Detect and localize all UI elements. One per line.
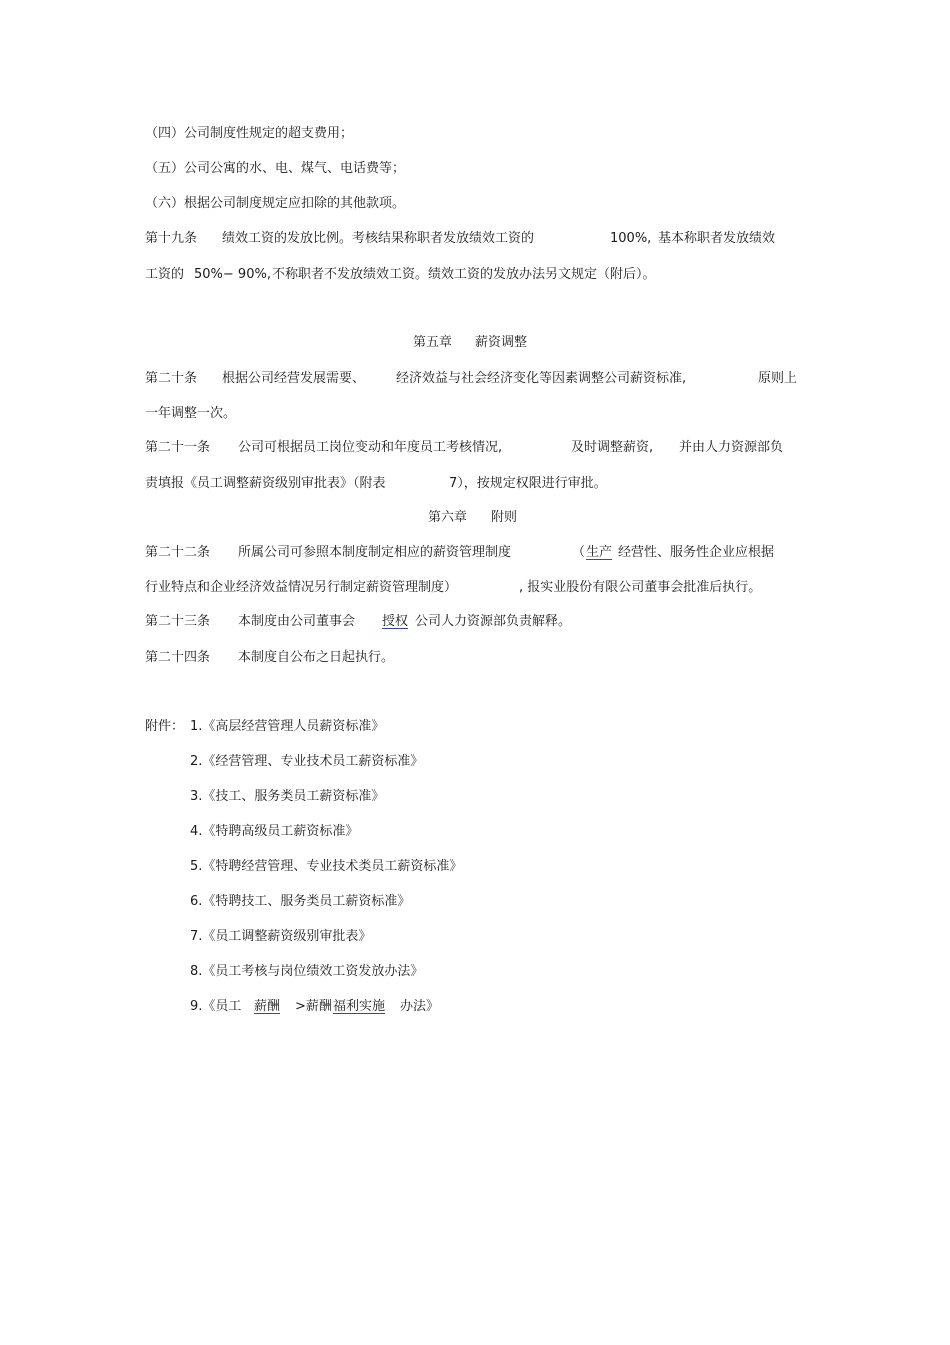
art20-number: 第二十条 bbox=[145, 371, 198, 386]
attachment9-prefix: 9.《员工 bbox=[190, 999, 242, 1014]
art20-text1: 根据公司经营发展需要、 bbox=[222, 371, 366, 386]
attachment9-suffix: 办法》 bbox=[400, 999, 440, 1014]
art22-text2: 经营性、服务性企业应根据 bbox=[618, 545, 775, 560]
art21-text1: 公司可根据员工岗位变动和年度员工考核情况, bbox=[238, 440, 503, 455]
art20-text4: 一年调整一次。 bbox=[145, 406, 237, 421]
art22-text1: 所属公司可参照本制度制定相应的薪资管理制度 bbox=[238, 545, 512, 560]
chapter6-title: 附则 bbox=[491, 510, 518, 525]
art22-text3: 行业特点和企业经济效益情况另行制定薪资管理制度） bbox=[145, 580, 458, 595]
attachment-item: 1.《高层经营管理人员薪资标准》 bbox=[190, 719, 385, 734]
art21-number: 第二十一条 bbox=[145, 440, 211, 455]
authorize-link[interactable]: 授权 bbox=[382, 614, 409, 629]
art23-text2: 公司人力资源部负责解释。 bbox=[415, 614, 572, 629]
art21-text5: 7），按规定权限进行审批。 bbox=[449, 476, 607, 491]
attachment-item: 5.《特聘经营管理、专业技术类员工薪资标准》 bbox=[190, 859, 463, 874]
art24-number: 第二十四条 bbox=[145, 650, 211, 665]
item-four: （四）公司制度性规定的超支费用； bbox=[145, 126, 354, 141]
production-link[interactable]: 生产 bbox=[586, 545, 613, 560]
art20-text3: 原则上 bbox=[758, 371, 798, 386]
item-five: （五）公司公寓的水、电、煤气、电话费等； bbox=[145, 161, 406, 176]
art19-text4: 不称职者不发放绩效工资。绩效工资的发放办法另文规定（附后）。 bbox=[272, 267, 656, 282]
art22-text4: , 报实业股份有限公司董事会批准后执行。 bbox=[519, 580, 762, 595]
art19-percent: 100%, bbox=[610, 231, 652, 246]
attachment-item: 4.《特聘高级员工薪资标准》 bbox=[190, 824, 359, 839]
art21-text4: 责填报《员工调整薪资级别审批表》（附表 bbox=[145, 476, 386, 491]
attachment-item: 8.《员工考核与岗位绩效工资发放办法》 bbox=[190, 964, 424, 979]
art21-text2: 及时调整薪资, bbox=[571, 440, 654, 455]
art23-number: 第二十三条 bbox=[145, 614, 211, 629]
art19-range: 50%− 90%, bbox=[194, 267, 271, 282]
attachment-item: 6.《特聘技工、服务类员工薪资标准》 bbox=[190, 894, 411, 909]
art22-number: 第二十二条 bbox=[145, 545, 211, 560]
attachments-label: 附件： bbox=[145, 719, 185, 734]
art21-text3: 并由人力资源部负 bbox=[679, 440, 784, 455]
art19-text3: 工资的 bbox=[145, 267, 185, 282]
item-six: （六）根据公司制度规定应扣除的其他款项。 bbox=[145, 196, 406, 211]
art22-paren: （ bbox=[572, 545, 586, 560]
salary-link[interactable]: 薪酬 bbox=[254, 999, 281, 1014]
chapter5-title: 薪资调整 bbox=[475, 335, 528, 350]
attachment9-mid: >薪酬 bbox=[295, 999, 332, 1014]
chapter6-number: 第六章 bbox=[428, 510, 468, 525]
art19-text1: 绩效工资的发放比例。考核结果称职者发放绩效工资的 bbox=[222, 231, 535, 246]
art19-number: 第十九条 bbox=[145, 231, 198, 246]
attachment-item: 7.《员工调整薪资级别审批表》 bbox=[190, 929, 372, 944]
welfare-implementation-link[interactable]: 福利实施 bbox=[333, 999, 386, 1014]
art23-text1: 本制度由公司董事会 bbox=[238, 614, 356, 629]
art20-text2: 经济效益与社会经济变化等因素调整公司薪资标准, bbox=[396, 371, 687, 386]
attachment-item: 3.《技工、服务类员工薪资标准》 bbox=[190, 789, 385, 804]
art19-text2: 基本称职者发放绩效 bbox=[658, 231, 776, 246]
chapter5-number: 第五章 bbox=[413, 335, 453, 350]
art24-text: 本制度自公布之日起执行。 bbox=[238, 650, 395, 665]
attachment-item: 2.《经营管理、专业技术员工薪资标准》 bbox=[190, 754, 424, 769]
